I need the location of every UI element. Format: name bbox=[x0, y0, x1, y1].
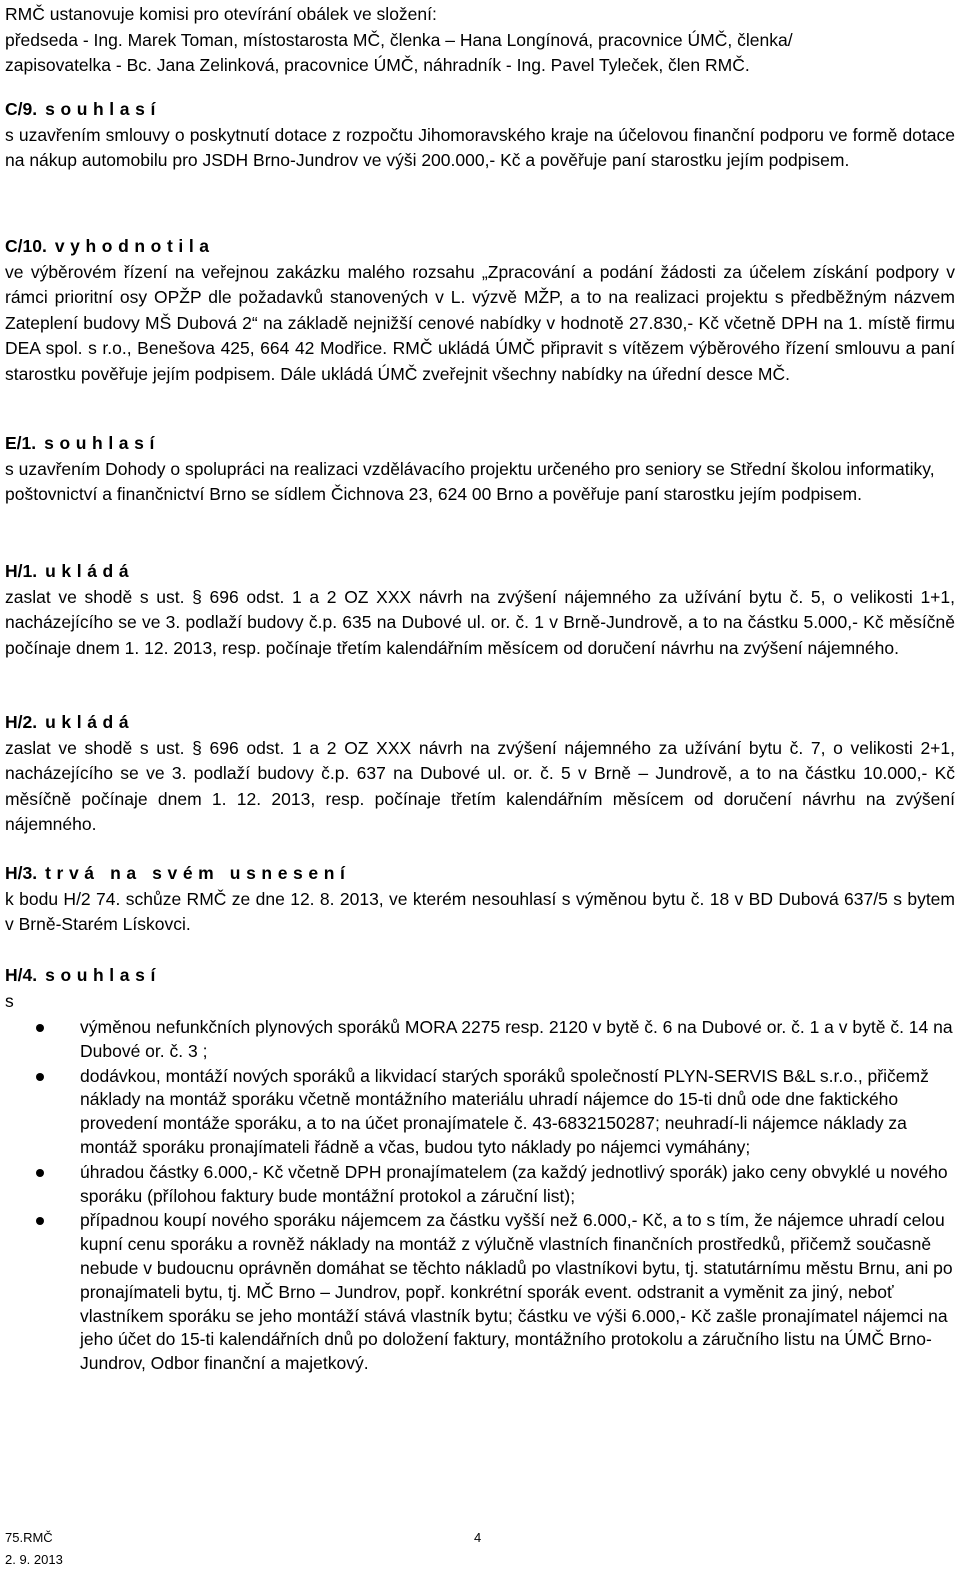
list-item-text: případnou koupí nového sporáku nájemcem za částku vyšší než 6.000,- Kč, a to s tím, že nájemce uhradí celou kupní cenu sporáku a rovněž náklady na montáž z výlučně vlastních finančních prostředků, přičemž současně nebude v budoucnu oprávněn domáhat se těchto nákladů po vlastníkovi bytu, tj. statutárnímu městu Brnu, ani po pronajímateli bytu, tj. MČ Brno – Jundrov, popř. konkrétní sporák event. odstranit a vyměnit za jiný, neboť vlastníkem sporáku se jeho montáží stává vlastník bytu; částku ve výši 6.000,- Kč zašle pronajímatel nájemci na jeho účet do 15-ti kalendářních dnů po doložení faktury, montážního protokolu a záručního listu na ÚMČ Brno-Jundrov, Odbor finanční a majetkový. bbox=[80, 1210, 953, 1374]
bullet-icon bbox=[36, 1024, 44, 1032]
resolution-label: C/9. bbox=[5, 99, 38, 119]
resolution-verb: ukládá bbox=[45, 712, 135, 732]
bullet-icon bbox=[36, 1169, 44, 1177]
resolution-heading bbox=[5, 861, 955, 887]
resolution-text: s uzavřením smlouvy o poskytnutí dotace z rozpočtu Jihomoravského kraje na účelovou finanční podporu ve formě dotace na nákup automobilu pro JSDH Brno-Jundrov ve výši 200.000,- Kč a pověřuje paní starostku jejím podpisem. bbox=[5, 124, 955, 170]
resolution-h1 bbox=[5, 559, 955, 661]
resolution-verb: ukládá bbox=[45, 561, 135, 581]
resolution-h2 bbox=[5, 710, 955, 838]
bullet-icon bbox=[36, 1073, 44, 1081]
resolution-e1 bbox=[5, 431, 955, 508]
resolution-label: H/3. bbox=[5, 863, 38, 883]
resolution-c9 bbox=[5, 97, 955, 174]
resolution-c10 bbox=[5, 234, 955, 387]
resolution-label: H/1. bbox=[5, 561, 38, 581]
resolution-verb: souhlasí bbox=[45, 965, 161, 985]
list-item bbox=[5, 1161, 955, 1209]
intro-line-3: zapisovatelka - Bc. Jana Zelinková, pracovnice ÚMČ, náhradník - Ing. Pavel Tyleček, člen RMČ. bbox=[5, 55, 750, 75]
resolution-text: s uzavřením Dohody o spolupráci na realizaci vzdělávacího projektu určeného pro seniory se Střední školou informatiky, poštovnictví a finančnictví Brno se sídlem Čichnova 23, 624 00 Brno a pověřuje paní starostku jejím podpisem. bbox=[5, 458, 935, 504]
resolution-text: zaslat ve shodě s ust. § 696 odst. 1 a 2 OZ XXX návrh na zvýšení nájemného za užívání bytu č. 5, o velikosti 1+1, nacházejícího se ve 3. podlaží budovy č.p. 635 na Dubové ul. or. č. 1 v Brně-Jundrově, a to na částku 5.000,- Kč měsíčně počínaje dnem 1. 12. 2013, resp. počínaje třetím kalendářním měsícem od doručení návrhu na zvýšení nájemného. bbox=[5, 586, 955, 658]
resolution-label: H/2. bbox=[5, 712, 38, 732]
bullet-icon bbox=[36, 1217, 44, 1225]
resolution-verb: trvá na svém usnesení bbox=[45, 863, 351, 883]
resolution-text: zaslat ve shodě s ust. § 696 odst. 1 a 2 OZ XXX návrh na zvýšení nájemného za užívání bytu č. 7, o velikosti 2+1, nacházejícího se ve 3. podlaží budovy č.p. 637 na Dubové ul. or. č. 5 v Brně – Jundrově, a to na částku 10.000,- Kč měsíčně počínaje dnem 1. 12. 2013, resp. počínaje třetím kalendářním měsícem od doručení návrhu na zvýšení nájemného. bbox=[5, 737, 955, 834]
intro-line-1: RMČ ustanovuje komisi pro otevírání obálek ve složení: bbox=[5, 4, 437, 24]
resolution-intro: s bbox=[5, 990, 14, 1011]
resolution-h3 bbox=[5, 861, 955, 938]
resolution-verb: vyhodnotila bbox=[54, 236, 215, 256]
resolution-heading bbox=[5, 559, 955, 585]
list-item-text: úhradou částky 6.000,- Kč včetně DPH pronajímatelem (za každý jednotlivý sporák) jako ceny obvyklé u nového sporáku (přílohou faktury bude montážní protokol a záruční list); bbox=[80, 1161, 948, 1206]
bullet-list bbox=[5, 1016, 955, 1377]
list-item-text: výměnou nefunkčních plynových sporáků MORA 2275 resp. 2120 v bytě č. 6 na Dubové or. č. 1 a v bytě č. 14 na Dubové or. č. 3 ; bbox=[80, 1017, 953, 1061]
list-item bbox=[5, 1016, 955, 1064]
intro-line-2: předseda - Ing. Marek Toman, místostarosta MČ, členka – Hana Longínová, pracovnice ÚMČ, členka/ bbox=[5, 29, 793, 50]
committee-intro bbox=[5, 2, 955, 79]
resolution-h4 bbox=[5, 963, 955, 1014]
list-item bbox=[5, 1209, 955, 1376]
resolution-label: C/10. bbox=[5, 236, 47, 256]
resolution-text: ve výběrovém řízení na veřejnou zakázku malého rozsahu „Zpracování a podání žádosti za účelem získání podpory v rámci prioritní osy OPŽP dle požadavků stanovených v L. výzvě MŽP, a to na realizaci projektu s předběžným názvem Zateplení budovy MŠ Dubová 2“ na základě nejnižší cenové nabídky v hodnotě 27.830,- Kč včetně DPH na 1. místě firmu DEA spol. s r.o., Benešova 425, 664 42 Modřice. RMČ ukládá ÚMČ připravit s vítězem výběrového řízení smlouvu a paní starostku pověřuje jejím podpisem. Dále ukládá ÚMČ zveřejnit všechny nabídky na úřední desce MČ. bbox=[5, 261, 955, 384]
resolution-label: H/4. bbox=[5, 965, 38, 985]
resolution-verb: souhlasí bbox=[44, 433, 160, 453]
resolution-heading bbox=[5, 234, 955, 260]
footer-meeting: 75.RMČ bbox=[5, 1530, 53, 1545]
list-item bbox=[5, 1065, 955, 1160]
resolution-heading bbox=[5, 710, 955, 736]
resolution-verb: souhlasí bbox=[45, 99, 161, 119]
list-item-text: dodávkou, montáží nových sporáků a likvidací starých sporáků společností PLYN-SERVIS B&L s.r.o., přičemž náklady na montáž sporáku včetně montážního materiálu uhradí nájemce do 15-ti dnů ode dne faktického provedení montáže sporáku, a to na účet pronajímatele č. 43-6832150287; neuhradí-li nájemce náklady za montáž sporáku pronajímateli řádně a včas, budou tyto náklady po nájemci vymáhány; bbox=[80, 1065, 929, 1157]
resolution-heading bbox=[5, 97, 955, 123]
footer-page-number: 4 bbox=[474, 1530, 482, 1545]
resolution-label: E/1. bbox=[5, 433, 37, 453]
footer-date: 2. 9. 2013 bbox=[5, 1552, 63, 1567]
resolution-heading bbox=[5, 963, 955, 989]
resolution-heading bbox=[5, 431, 955, 457]
resolution-text: k bodu H/2 74. schůze RMČ ze dne 12. 8. 2013, ve kterém nesouhlasí s výměnou bytu č. 18 v BD Dubová 637/5 s bytem v Brně-Starém Lískovci. bbox=[5, 888, 955, 934]
